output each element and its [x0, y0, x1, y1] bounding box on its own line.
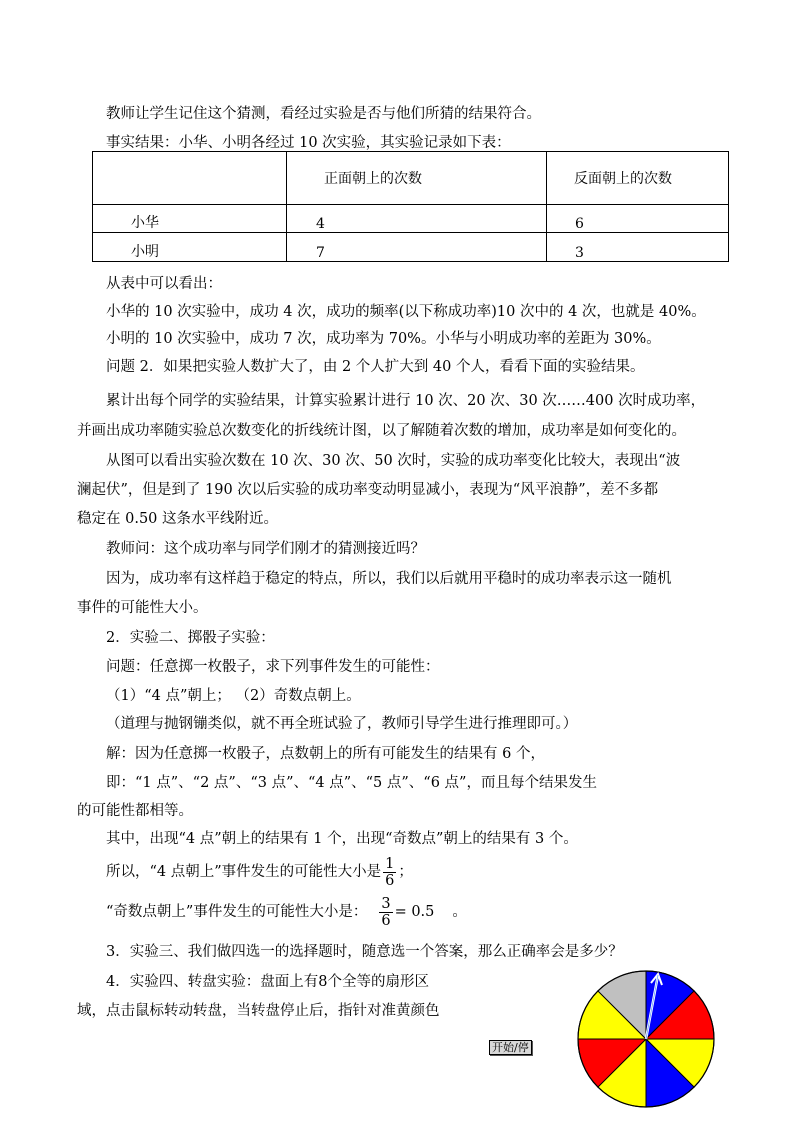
table-cell: 小华 [93, 205, 287, 233]
para-line: 从图可以看出实验次数在 10 次、30 次、50 次时，实验的成功率变化比较大，表现出“波 [106, 453, 681, 469]
para-line: 事件的可能性大小。 [77, 600, 208, 616]
fraction-denominator: 6 [385, 872, 395, 889]
table-row [93, 205, 729, 233]
table-cell: 7 [287, 233, 547, 262]
para-line: 事实结果：小华、小明各经过 10 次实验，其实验记录如下表： [106, 135, 511, 151]
para-line: 其中，出现“4 点”朝上的结果有 1 个，出现“奇数点”朝上的结果有 3 个。 [106, 831, 578, 847]
para-line: 教师问：这个成功率与同学们刚才的猜测接近吗？ [106, 541, 425, 557]
spinner-wheel[interactable] [576, 969, 716, 1109]
fraction-numerator: 1 [385, 855, 395, 872]
para-line: 累计出每个同学的实验结果，计算实验累计进行 10 次、20 次、30 次……400 次时成功率， [106, 393, 706, 409]
table-header-cell [93, 152, 287, 205]
para-line [106, 852, 413, 892]
table-cell: 小明 [93, 233, 287, 262]
para-line: 即：“1 点”、“2 点”、“3 点”、“4 点”、“5 点”、“6 点”，而且每个结果发生 [106, 775, 597, 791]
fraction [379, 896, 392, 929]
para-text: ； [398, 864, 413, 880]
para-line: 解：因为任意掷一枚骰子，点数朝上的所有可能发生的结果有 6 个， [106, 746, 545, 762]
equation-text: = 0.5 [394, 904, 435, 920]
table-header-cell: 反面朝上的次数 [547, 152, 729, 205]
table-row [93, 233, 729, 262]
para-line: 问题：任意掷一枚骰子，求下列事件发生的可能性： [106, 659, 440, 675]
record-table [92, 151, 729, 262]
para-line: 小华的 10 次实验中，成功 4 次，成功的频率(以下称成功率)10 次中的 4 次，也就是 40%。 [106, 304, 706, 320]
para-text: 。 [452, 904, 467, 920]
para-line: 因为，成功率有这样趋于稳定的特点，所以，我们以后就用平稳时的成功率表示这一随机 [106, 571, 672, 587]
para-line: 2．实验二、掷骰子实验： [106, 630, 275, 646]
para-line: （1）“4 点”朝上； （2）奇数点朝上。 [106, 688, 361, 704]
para-line: 小明的 10 次实验中，成功 7 次，成功率为 70%。小华与小明成功率的差距为 30%。 [106, 331, 661, 347]
table-header-cell: 正面朝上的次数 [287, 152, 547, 205]
table-cell: 3 [547, 233, 729, 262]
para-line: 4．实验四、转盘实验：盘面上有8个全等的扇形区 [106, 974, 429, 990]
para-line: 并画出成功率随实验总次数变化的折线统计图，以了解随着次数的增加，成功率是如何变化的。 [77, 423, 686, 439]
para-line [106, 892, 467, 932]
table-header-row [93, 152, 729, 205]
para-line: 教师让学生记住这个猜测，看经过实验是否与他们所猜的结果符合。 [106, 106, 541, 122]
fraction [383, 856, 396, 889]
para-line: 从表中可以看出： [106, 276, 222, 292]
para-line: 域，点击鼠标转动转盘，当转盘停止后，指针对准黄颜色 [77, 1003, 440, 1019]
para-line: 的可能性都相等。 [77, 803, 193, 819]
table-cell: 6 [547, 205, 729, 233]
fraction-numerator: 3 [381, 895, 391, 912]
fraction-denominator: 6 [381, 912, 391, 929]
start-stop-button[interactable]: 开始/停 [489, 1040, 532, 1055]
para-line: 3．实验三、我们做四选一的选择题时，随意选一个答案，那么正确率会是多少？ [106, 944, 623, 960]
para-line: 澜起伏”，但是到了 190 次以后实验的成功率变动明显减小，表现为“风平浪静”，差不多都 [77, 482, 659, 498]
table-cell: 4 [287, 205, 547, 233]
para-text: “奇数点朝上”事件发生的可能性大小是： [106, 904, 368, 920]
para-line: 稳定在 0.50 这条水平线附近。 [77, 511, 279, 527]
para-text: 所以，“4 点朝上”事件发生的可能性大小是 [106, 864, 382, 880]
para-line: （道理与抛钢镚类似，就不再全班试验了，教师引导学生进行推理即可。） [106, 716, 578, 732]
para-line: 问题 2．如果把实验人数扩大了，由 2 个人扩大到 40 个人，看看下面的实验结果。 [106, 359, 645, 375]
